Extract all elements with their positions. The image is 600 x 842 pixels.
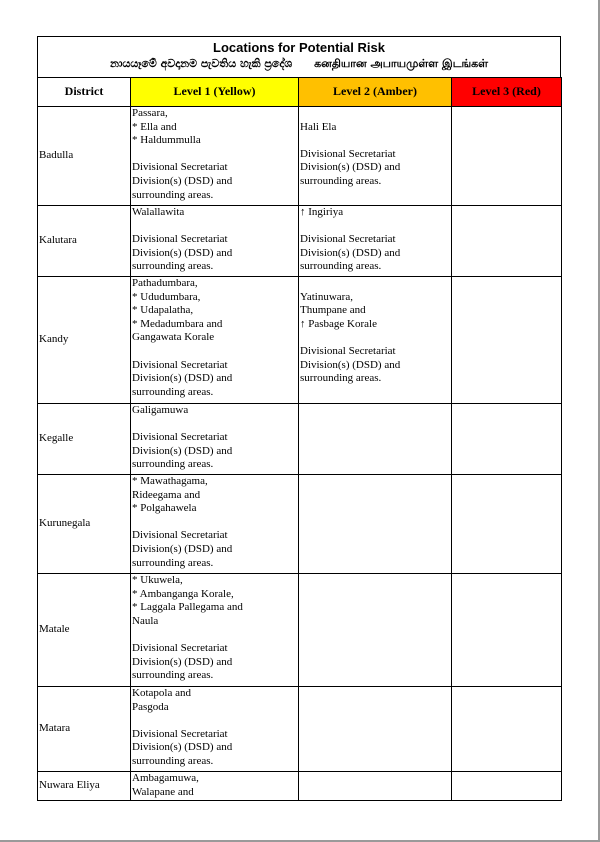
- cell-text-line: Yatinuwara,: [300, 290, 353, 303]
- table-row: [38, 277, 562, 404]
- cell-text-line: ↑ Pasbage Korale: [300, 317, 377, 330]
- cell-text-line: Passara,: [132, 107, 168, 119]
- cell-text-line: * Ududumbara,: [132, 290, 201, 303]
- level-1-cell: [131, 475, 299, 574]
- level-2-cell: [299, 107, 452, 206]
- cell-spacer: [300, 107, 451, 121]
- cell-text-line: surrounding areas.: [132, 385, 214, 398]
- title-block: [37, 36, 561, 77]
- level-2-cell: [299, 772, 452, 801]
- cell-text-line: Divisional Secretariat: [132, 641, 228, 654]
- cell-text-line: Divisional Secretariat: [132, 727, 228, 740]
- cell-text-line: surrounding areas.: [300, 372, 382, 385]
- district-cell: Matale: [38, 574, 131, 687]
- level-3-cell: [452, 475, 562, 574]
- cell-text-line: Walallawita: [132, 206, 185, 218]
- table-row: [38, 404, 562, 475]
- cell-text-line: Division(s) (DSD) and: [132, 246, 233, 259]
- district-cell: Nuwara Eliya: [38, 772, 131, 801]
- table-row: [38, 574, 562, 687]
- cell-spacer: [132, 714, 298, 728]
- cell-text-line: * Medadumbara and: [132, 317, 223, 330]
- level-1-cell: [131, 107, 299, 206]
- level-1-cell: [131, 206, 299, 277]
- title-multilingual: [38, 56, 560, 72]
- cell-spacer: [132, 628, 298, 642]
- header-level-3: Level 3 (Red): [452, 78, 562, 107]
- cell-spacer: [132, 516, 298, 530]
- cell-text-line: Ambagamuwa,: [132, 772, 199, 784]
- level-3-cell: [452, 277, 562, 404]
- level-3-cell: [452, 404, 562, 475]
- cell-text-line: surrounding areas.: [132, 188, 214, 201]
- level-1-cell: [131, 687, 299, 772]
- table-header-row: [38, 78, 562, 107]
- cell-text-line: Division(s) (DSD) and: [132, 444, 233, 457]
- table-row: [38, 475, 562, 574]
- level-2-cell: [299, 574, 452, 687]
- table-body: [38, 107, 562, 801]
- cell-text-line: * Ukuwela,: [132, 574, 183, 586]
- level-3-cell: [452, 206, 562, 277]
- cell-text-line: Division(s) (DSD) and: [300, 246, 401, 259]
- level-3-cell: [452, 574, 562, 687]
- cell-spacer: [132, 345, 298, 359]
- level-3-cell: [452, 107, 562, 206]
- cell-text-line: surrounding areas.: [132, 458, 214, 471]
- cell-spacer: [300, 331, 451, 345]
- cell-text-line: Naula: [132, 614, 159, 627]
- cell-text-line: Thumpane and: [300, 304, 366, 317]
- header-district: District: [38, 78, 131, 107]
- cell-text-line: * Mawathagama,: [132, 475, 208, 487]
- cell-text-line: Divisional Secretariat: [132, 161, 228, 174]
- cell-text-line: surrounding areas.: [300, 174, 382, 187]
- cell-spacer: [132, 220, 298, 234]
- cell-text-line: surrounding areas.: [132, 669, 214, 682]
- cell-text-line: Hali Ela: [300, 120, 337, 133]
- level-1-cell: [131, 277, 299, 404]
- cell-text-line: Divisional Secretariat: [300, 344, 396, 357]
- district-cell: Kegalle: [38, 404, 131, 475]
- cell-text-line: Divisional Secretariat: [300, 147, 396, 160]
- cell-text-line: Pathadumbara,: [132, 277, 198, 289]
- cell-spacer: [300, 277, 451, 291]
- title-sinhala: නායයෑමේ අවදානම පැවතිය හැකි ප්‍රදේශ: [109, 57, 293, 70]
- cell-text-line: * Haldummulla: [132, 134, 201, 147]
- cell-text-line: * Laggala Pallegama and: [132, 601, 243, 614]
- cell-text-line: surrounding areas.: [300, 260, 382, 273]
- cell-spacer: [132, 148, 298, 162]
- title-tamil: கனதியான அபாயமுள்ள இடங்கள்: [314, 57, 489, 70]
- cell-text-line: Divisional Secretariat: [132, 431, 228, 444]
- level-1-cell: [131, 404, 299, 475]
- cell-text-line: * Polgahawela: [132, 502, 197, 515]
- cell-text-line: ↑ Ingiriya: [300, 206, 344, 218]
- table-row: [38, 107, 562, 206]
- cell-text-line: * Udapalatha,: [132, 304, 194, 317]
- cell-text-line: Gangawata Korale: [132, 331, 215, 344]
- cell-text-line: Division(s) (DSD) and: [132, 542, 233, 555]
- title-english: Locations for Potential Risk: [213, 40, 385, 55]
- cell-text-line: Divisional Secretariat: [132, 233, 228, 246]
- cell-text-line: surrounding areas.: [132, 260, 214, 273]
- cell-text-line: surrounding areas.: [132, 556, 214, 569]
- cell-text-line: Divisional Secretariat: [300, 233, 396, 246]
- cell-text-line: Pasgoda: [132, 700, 169, 713]
- district-cell: Kandy: [38, 277, 131, 404]
- level-1-cell: [131, 772, 299, 801]
- cell-spacer: [300, 220, 451, 234]
- cell-text-line: Division(s) (DSD) and: [300, 358, 401, 371]
- level-2-cell: [299, 277, 452, 404]
- cell-text-line: surrounding areas.: [132, 754, 214, 767]
- cell-text-line: Division(s) (DSD) and: [132, 741, 233, 754]
- cell-text-line: Division(s) (DSD) and: [132, 174, 233, 187]
- cell-spacer: [132, 418, 298, 432]
- district-cell: Matara: [38, 687, 131, 772]
- cell-text-line: Kotapola and: [132, 687, 191, 699]
- header-level-1: Level 1 (Yellow): [131, 78, 299, 107]
- table-row: [38, 206, 562, 277]
- cell-text-line: * Ambanganga Korale,: [132, 587, 234, 600]
- document: [37, 36, 561, 801]
- cell-text-line: Rideegama and: [132, 488, 201, 501]
- cell-text-line: Division(s) (DSD) and: [132, 372, 233, 385]
- cell-text-line: Galigamuwa: [132, 404, 189, 416]
- cell-text-line: Walapane and: [132, 785, 194, 798]
- cell-text-line: Division(s) (DSD) and: [300, 161, 401, 174]
- cell-text-line: Divisional Secretariat: [132, 529, 228, 542]
- cell-text-line: Division(s) (DSD) and: [132, 655, 233, 668]
- level-2-cell: [299, 206, 452, 277]
- level-2-cell: [299, 404, 452, 475]
- header-level-2: Level 2 (Amber): [299, 78, 452, 107]
- district-cell: Badulla: [38, 107, 131, 206]
- level-3-cell: [452, 687, 562, 772]
- cell-text-line: * Ella and: [132, 120, 177, 133]
- table-row: [38, 772, 562, 801]
- level-3-cell: [452, 772, 562, 801]
- district-cell: Kalutara: [38, 206, 131, 277]
- level-2-cell: [299, 475, 452, 574]
- district-cell: Kurunegala: [38, 475, 131, 574]
- table-row: [38, 687, 562, 772]
- level-2-cell: [299, 687, 452, 772]
- level-1-cell: [131, 574, 299, 687]
- risk-locations-table: [37, 77, 562, 801]
- cell-spacer: [300, 134, 451, 148]
- cell-text-line: Divisional Secretariat: [132, 358, 228, 371]
